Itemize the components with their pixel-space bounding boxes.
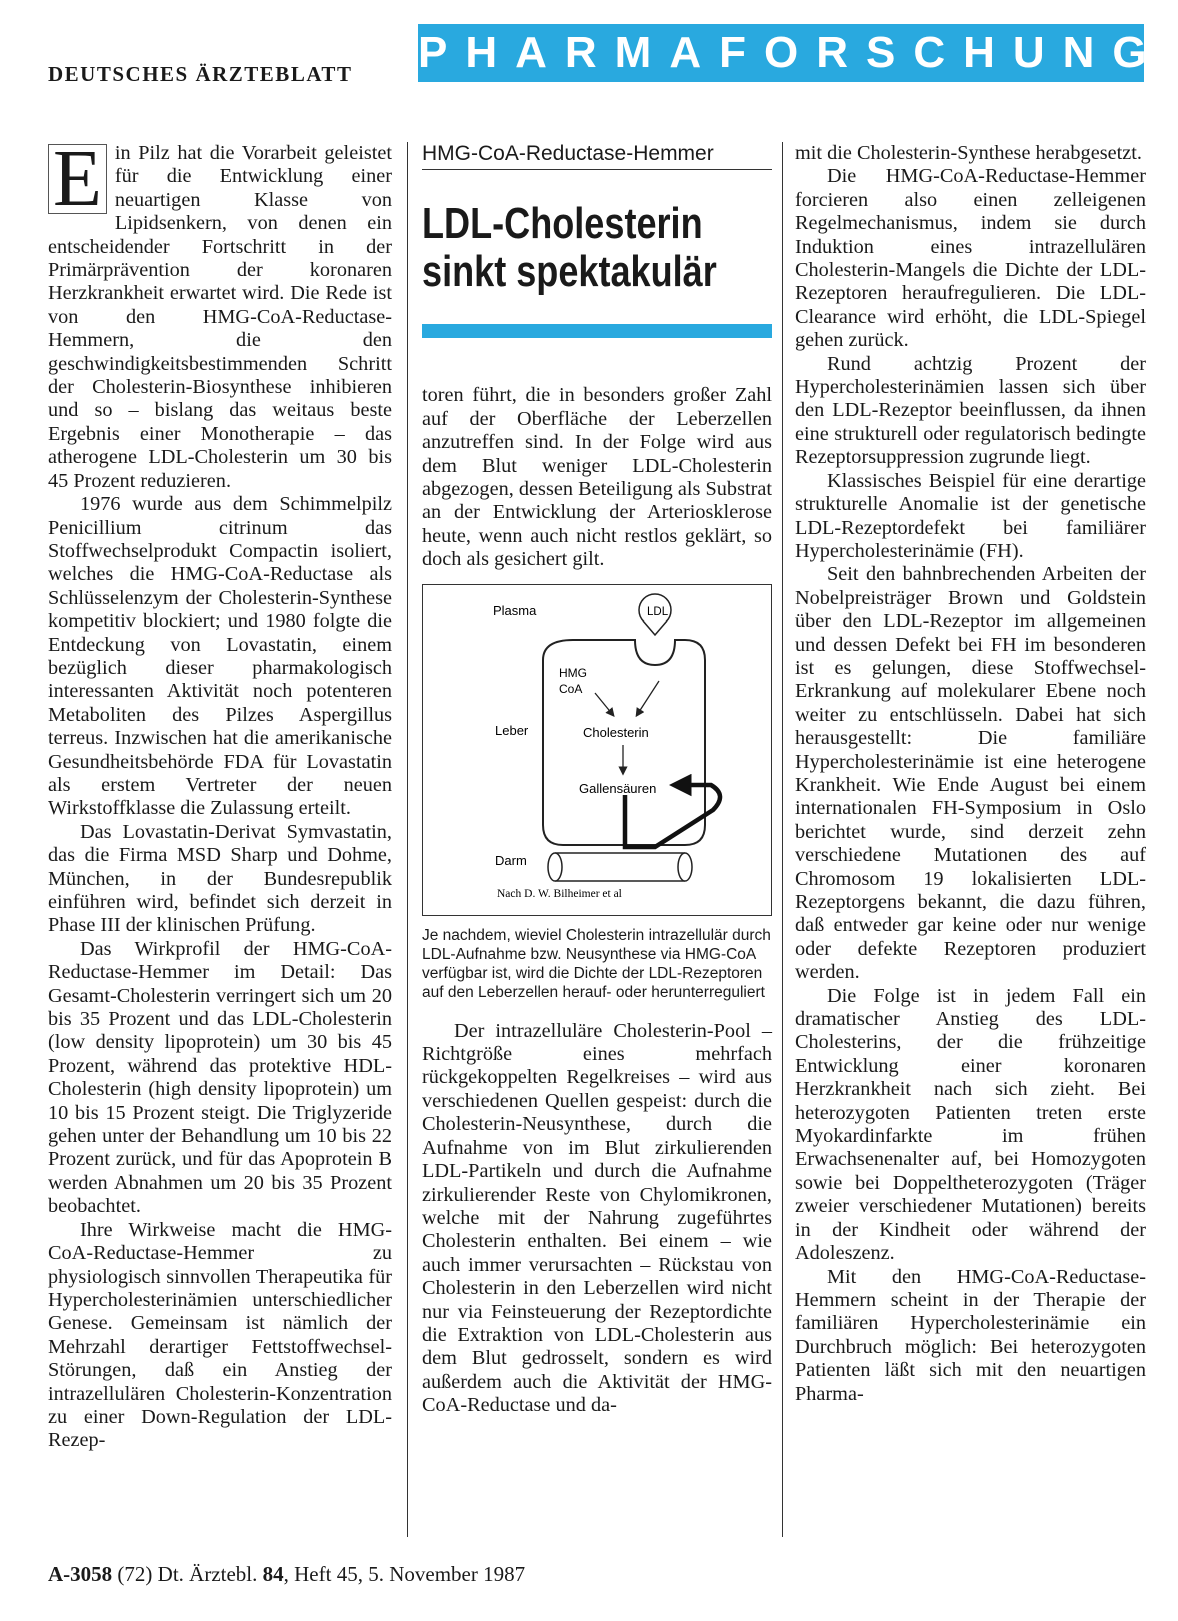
masthead: DEUTSCHES ÄRZTEBLATT <box>48 62 353 86</box>
paragraph: Die HMG-CoA-Reductase-Hemmer forcieren also einen zelleigenen Regelmechanismus, indem sie durch Induktion eines intrazellulären Cholesterin-Mangels die Dichte der LDL-Rezeptoren heraufregulieren. Die LDL-Clearance wird erhöht, die LDL-Spiegel gehen zurück. <box>795 165 1146 352</box>
diagram <box>422 584 772 916</box>
paragraph: Das Wirkprofil der HMG-CoA-Reductase-Hemmer im Detail: Das Gesamt-Cholesterin verringert sich um 20 bis 35 Prozent und das LDL-Cholesterin (low density lipoprotein) um 30 bis 45 Prozent, während das protektive HDL-Cholesterin (high density lipoprotein) um 10 bis 15 Prozent steigt. Die Triglyzeride gehen unter der Behandlung um 10 bis 22 Prozent zurück, und für das Apoprotein B werden Abnahmen um 20 bis 35 Prozent beobachtet. <box>48 937 392 1218</box>
paragraph: 1976 wurde aus dem Schimmelpilz Penicillium citrinum das Stoffwechselprodukt Compactin isoliert, welches die HMG-CoA-Reductase als Schlüsselenzym der Cholesterin-Synthese kompetitiv blockiert; und 1980 folgte die Entdeckung von Lovastatin, einem bezüglich dieser pharmakologisch interessanten Aktivität noch potenteren Metaboliten des Pilzes Aspergillus terreus. Inzwischen hat die amerikanische Gesundheitsbehörde FDA für Lovastatin als erstem Vertreter der neuen Wirkstoffklasse die Zulassung erteilt. <box>48 493 392 820</box>
column-rule <box>782 142 783 1537</box>
label-cholesterin: Cholesterin <box>583 724 649 740</box>
headline-bar <box>422 324 772 338</box>
column-3 <box>795 142 1146 1406</box>
section-rubric: PHARMAFORSCHUNG <box>418 24 1144 82</box>
label-hmg: HMG <box>559 665 587 680</box>
lead-paragraph: E in Pilz hat die Vorarbeit geleistet für die Entwicklung einer neuartigen Klasse von Lipidsenkern, von denen ein entscheidender Fortschritt in der Primärprävention der koronaren Herzkrankheit erwartet wird. Die Rede ist von den HMG-CoA-Reductase-Hemmern, die den geschwindigkeitsbestimmenden Schritt der Cholesterin-Biosynthese inhibieren und so – bislang das weitaus beste Ergebnis einer Monotherapie – das atherogene LDL-Cholesterin um 30 bis 45 Prozent reduzieren. <box>48 135 392 492</box>
paragraph: Ihre Wirkweise macht die HMG-CoA-Reductase-Hemmer zu physiologisch sinnvollen Therapeutika für Hypercholesterinämien unterschiedlicher Genese. Gemeinsam ist nämlich der Mehrzahl derartiger Fettstoffwechsel-Störungen, daß ein Anstieg der intrazellulären Cholesterin-Konzentration zu einer Down-Regulation der LDL-Rezep- <box>48 1218 392 1452</box>
paragraph: Mit den HMG-CoA-Reductase-Hemmern scheint in der Therapie der familiären Hypercholesterinämie ein Durchbruch möglich: Bei heterozygoten Patienten läßt sich mit den neuartigen Pharma- <box>795 1265 1146 1405</box>
paragraph: Rund achtzig Prozent der Hypercholesterinämien lassen sich über den LDL-Rezeptor beeinflussen, da ihnen eine strukturell oder regulatorisch bedingte Rezeptorsuppression zugrunde liegt. <box>795 352 1146 469</box>
label-gallensaeuren: Gallensäuren <box>579 780 657 796</box>
paragraph: Der intrazelluläre Cholesterin-Pool – Richtgröße eines mehrfach rückgekoppelten Regelkreises – wird aus verschiedenen Quellen gespeist: durch die Cholesterin-Neusynthese, durch die Aufnahme von im Blut zirkulierenden LDL-Partikeln und durch die Aufnahme zirkulierender Reste von Chylomikronen, welche mit der Nahrung zugeführtes Cholesterin enthalten. Bei einem – wie auch immer verursachten – Rückstau von Cholesterin in den Leberzellen wird nicht nur via Feinsteuerung der Rezeptordichte die Extraktion von LDL-Cholesterin aus dem Blut gedrosselt, sondern es wird außerdem auch die Aktivität der HMG-CoA-Reductase und da- <box>422 1019 772 1417</box>
column-rule <box>407 142 408 1537</box>
paragraph: Seit den bahnbrechenden Arbeiten der Nobelpreisträger Brown und Goldstein über den LDL-Rezeptor im allgemeinen und dessen Defekt bei FH im besonderen ist es gelungen, diese Stoffwechsel-Erkrankung auf molekularer Ebene noch weiter zu entschlüsseln. Dabei hat sich herausgestellt: Die familiäre Hypercholesterinämie ist eine heterogene Krankheit. Wie Ende August bei einem internationalen FH-Symposium in Oslo berichtet wurde, sind derzeit zehn verschiedene Mutationen des auf Chromosom 19 lokalisierten LDL-Rezeptorgens bekannt, die dazu führen, daß entweder gar keine oder nur wenige oder defekte Rezeptoren produziert werden. <box>795 563 1146 984</box>
headline: LDL-Cholesterin sinkt spektakulär <box>422 199 717 297</box>
label-ldl: LDL <box>647 605 669 618</box>
figure-caption: Je nachdem, wieviel Cholesterin intrazellulär durch LDL-Aufnahme bzw. Neusynthese via HMG-CoA verfügbar ist, wird die Dichte der LDL-Rezeptoren auf den Leberzellen herauf- oder herunterreguliert <box>422 926 771 1001</box>
paragraph: toren führt, die in besonders großer Zahl auf der Oberfläche der Leberzellen anzutreffen sind. In der Folge wird aus dem Blut weniger LDL-Cholesterin abgezogen, dessen Beteiligung als Substrat an der Entwicklung der Arteriosklerose heute, wenn auch nicht restlos geklärt, so doch als gesichert gilt. <box>422 384 772 571</box>
paragraph: Die Folge ist in jedem Fall ein dramatischer Anstieg des LDL-Cholesterins, der die frühzeitige Entwicklung einer koronaren Herzkrankheit nach sich zieht. Bei heterozygoten Patienten treten erste Myokardinfarkte im frühen Erwachsenenalter auf, bei Homozygoten sowie bei Doppeltheterozygoten (Träger zweier verschiedener Mutationen) bereits in der Kindheit oder während der Adoleszenz. <box>795 984 1146 1265</box>
drop-cap: E <box>48 144 107 214</box>
page-footer: A-3058 (72) Dt. Ärztebl. 84, Heft 45, 5. November 1987 <box>48 1562 526 1586</box>
label-plasma: Plasma <box>493 602 537 618</box>
paragraph: Klassisches Beispiel für eine derartige strukturelle Anomalie ist der genetische LDL-Rezeptordefekt bei familiärer Hypercholesterinämie (FH). <box>795 469 1146 562</box>
page-number: A-3058 <box>48 1562 113 1586</box>
column-2 <box>422 142 772 1418</box>
paragraph: Das Lovastatin-Derivat Symvastatin, das die Firma MSD Sharp und Dohme, München, in der Bundesrepublik einführen wird, befindet sich derzeit in Phase III der klinischen Prüfung. <box>48 820 392 937</box>
label-leber: Leber <box>495 722 529 738</box>
column-1 <box>48 135 392 1453</box>
figure-credit: Nach D. W. Bilheimer et al <box>497 887 622 900</box>
label-coa: CoA <box>559 681 583 696</box>
kicker: HMG-CoA-Reductase-Hemmer <box>422 142 772 170</box>
label-darm: Darm <box>495 852 527 868</box>
paragraph: mit die Cholesterin-Synthese herabgesetzt. <box>795 142 1142 164</box>
